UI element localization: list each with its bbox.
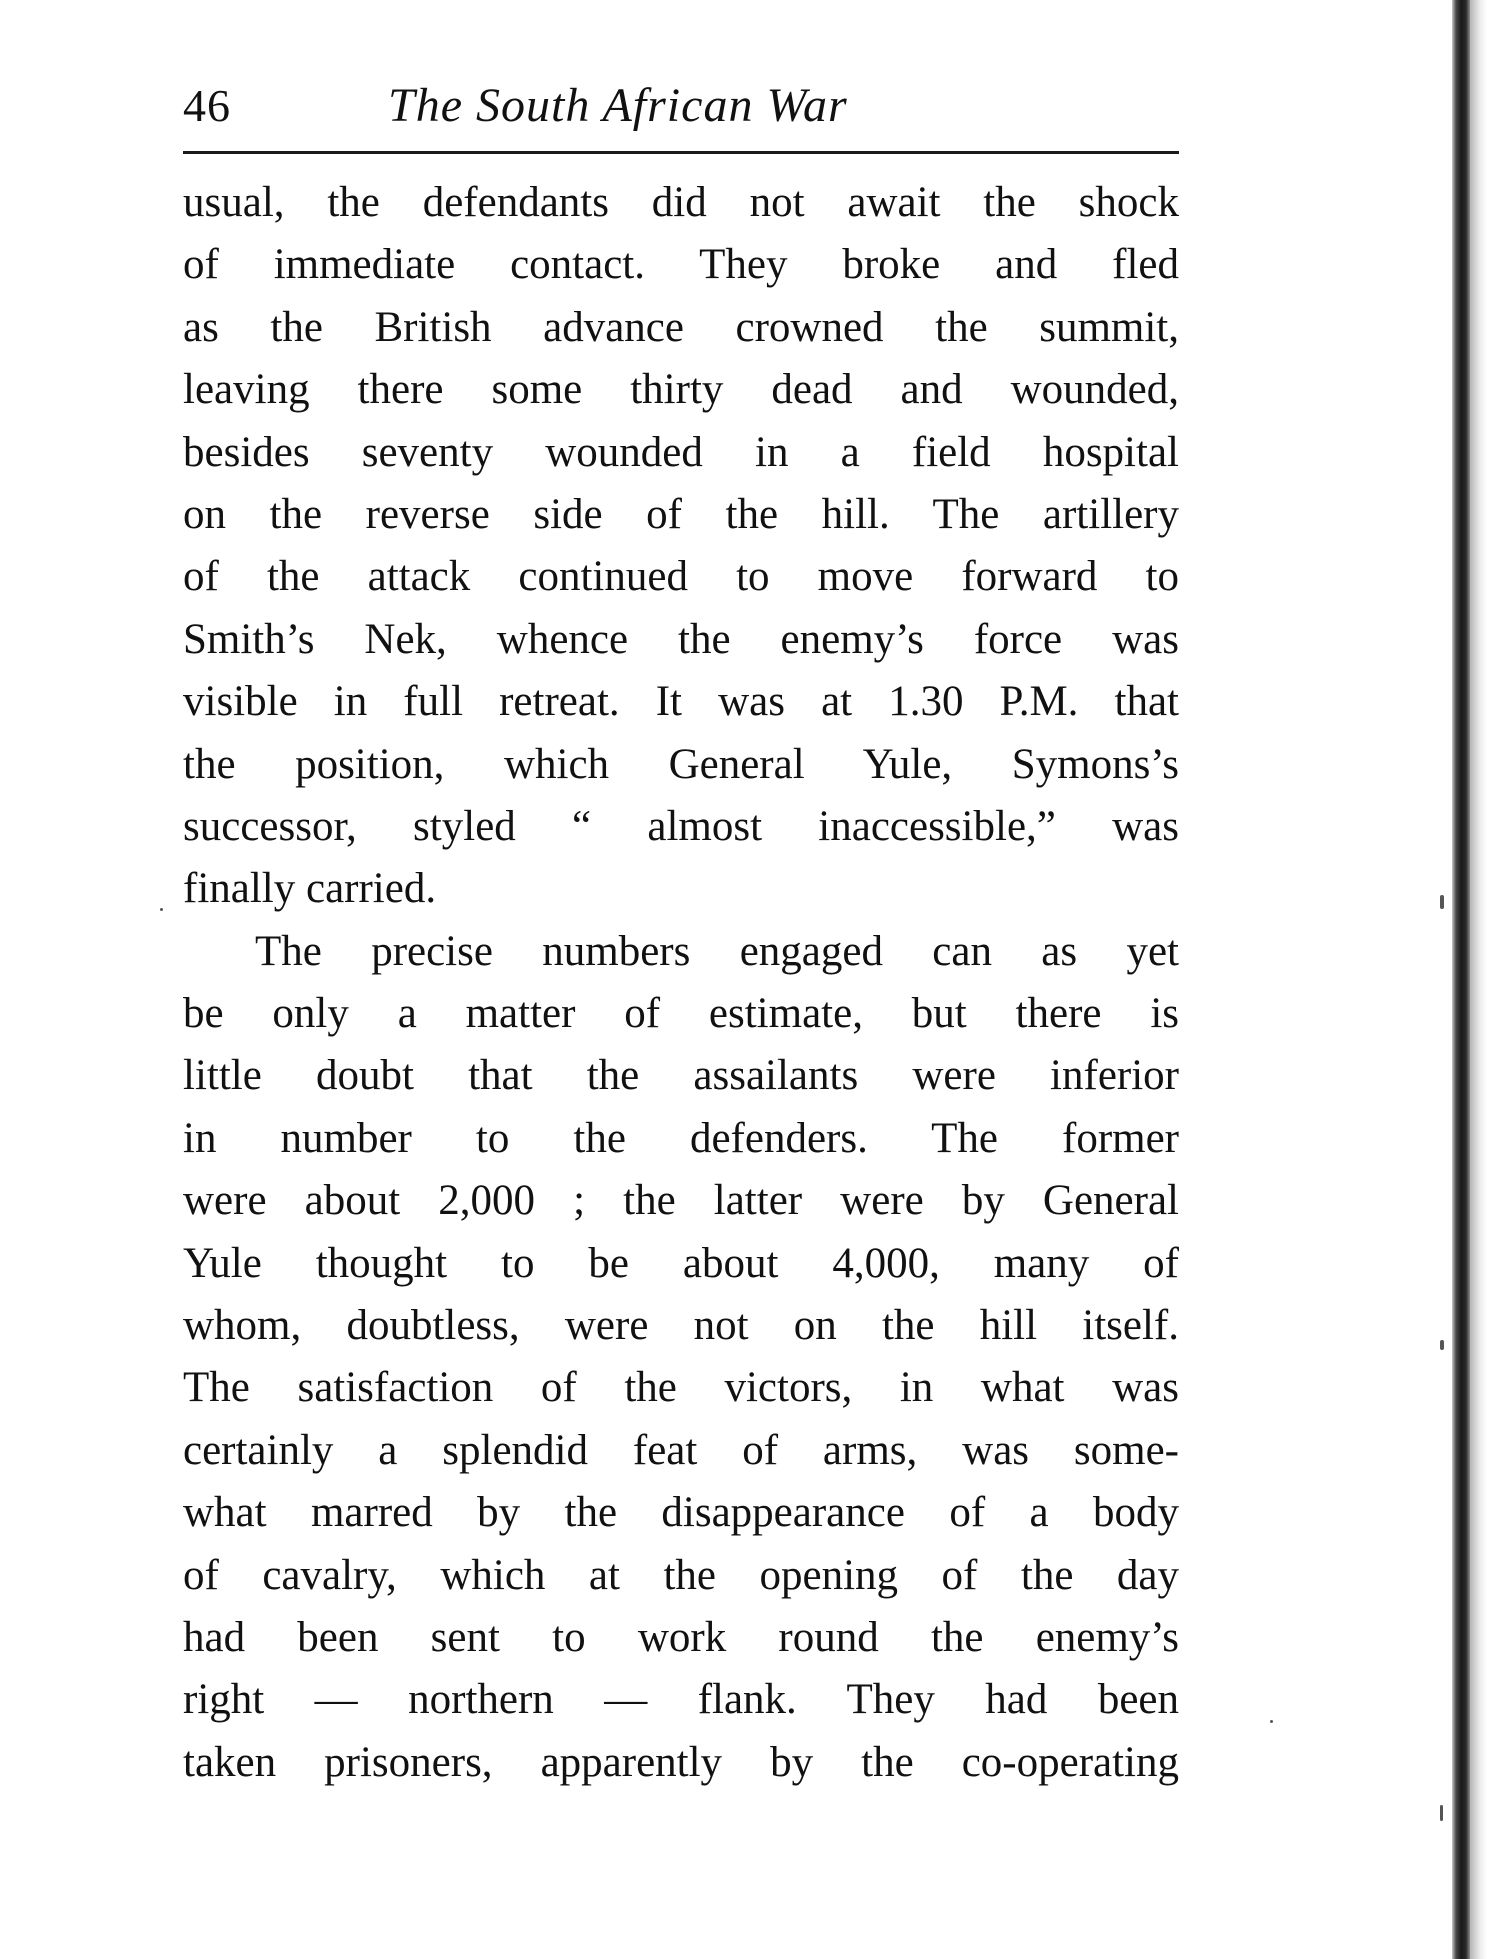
scan-speck xyxy=(1270,1720,1273,1723)
text-line: whom, doubtless, were not on the hill itself. xyxy=(183,1302,1179,1350)
text-line: taken prisoners, apparently by the co-operating xyxy=(183,1738,1179,1786)
text-line: what marred by the disappearance of a body xyxy=(183,1489,1179,1537)
scan-speck xyxy=(160,908,163,911)
running-title: The South African War xyxy=(388,79,848,132)
text-line: usual, the defendants did not await the shock xyxy=(183,179,1179,226)
paragraph xyxy=(183,172,1179,921)
text-line: The satisfaction of the victors, in what was xyxy=(183,1364,1179,1412)
text-line: the position, which General Yule, Symons’s xyxy=(183,740,1179,788)
page-binding-edge xyxy=(1452,0,1470,1959)
text-line: besides seventy wounded in a field hospital xyxy=(183,428,1179,476)
text-line: as the British advance crowned the summit, xyxy=(183,303,1179,351)
text-line: right — northern — flank. They had been xyxy=(183,1676,1179,1724)
text-line: be only a matter of estimate, but there is xyxy=(183,990,1179,1038)
text-line: were about 2,000 ; the latter were by General xyxy=(183,1177,1179,1225)
text-line: had been sent to work round the enemy’s xyxy=(183,1613,1179,1661)
scan-speck xyxy=(1440,895,1444,909)
header-rule xyxy=(183,151,1179,154)
text-line: of cavalry, which at the opening of the day xyxy=(183,1551,1179,1599)
text-line: Yule thought to be about 4,000, many of xyxy=(183,1239,1179,1287)
text-line: successor, styled “ almost inaccessible,” was xyxy=(183,802,1179,850)
text-line: little doubt that the assailants were inferior xyxy=(183,1052,1179,1100)
text-line: of immediate contact. They broke and fled xyxy=(183,241,1179,289)
text-line: of the attack continued to move forward to xyxy=(183,553,1179,601)
text-line: finally carried. xyxy=(183,865,437,913)
text-line: visible in full retreat. It was at 1.30 P.M. that xyxy=(183,678,1179,726)
text-line: leaving there some thirty dead and wounded, xyxy=(183,366,1179,414)
body-text xyxy=(183,172,1179,1794)
page-header xyxy=(183,76,1183,136)
text-line: on the reverse side of the hill. The artillery xyxy=(183,490,1179,538)
text-line: in number to the defenders. The former xyxy=(183,1114,1179,1162)
page-number: 46 xyxy=(183,80,231,131)
page-binding-shadow xyxy=(1470,0,1487,1959)
text-line: The precise numbers engaged can as yet xyxy=(255,927,1179,975)
paragraph xyxy=(183,921,1179,1794)
scan-speck xyxy=(1440,1340,1444,1350)
text-line: certainly a splendid feat of arms, was some- xyxy=(183,1426,1179,1474)
scan-speck xyxy=(1440,1805,1443,1821)
text-line: Smith’s Nek, whence the enemy’s force was xyxy=(183,615,1179,663)
